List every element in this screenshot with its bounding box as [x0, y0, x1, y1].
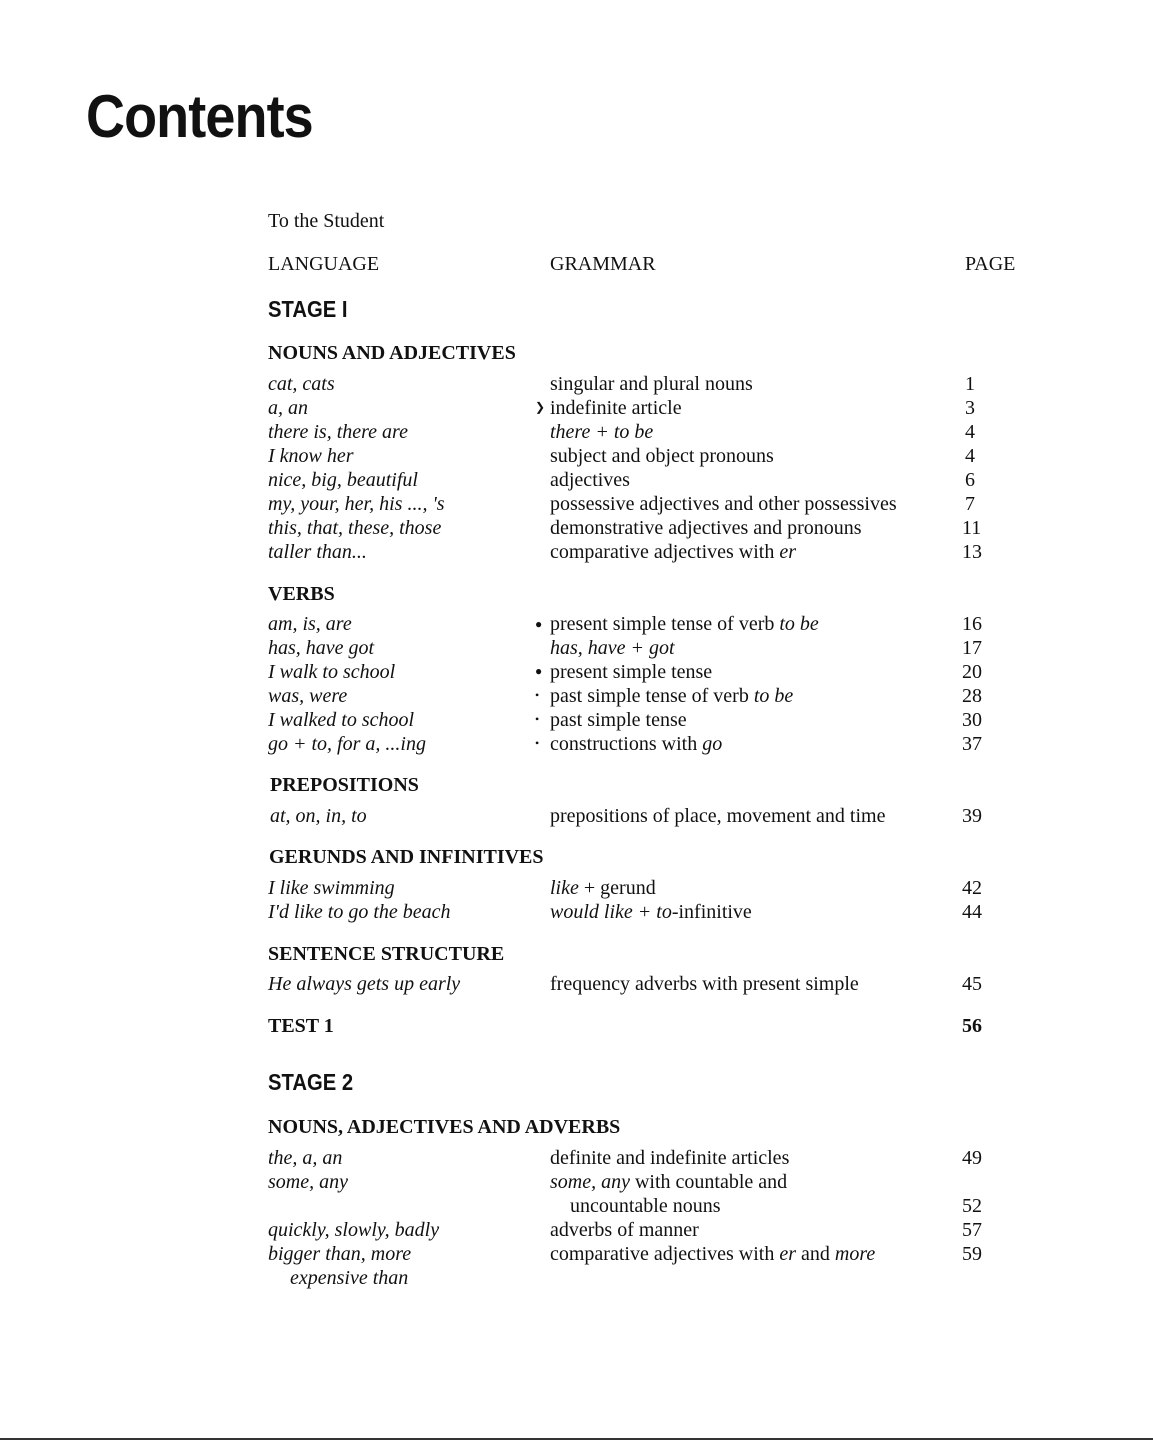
grammar-italic: er [779, 541, 797, 563]
row-grammar: demonstrative adjectives and pronouns [550, 517, 862, 539]
row-language: I'd like to go the beach [268, 901, 451, 923]
grammar-italic: to be [779, 613, 819, 635]
row-grammar [550, 1170, 787, 1194]
row-grammar: frequency adverbs with present simple [550, 973, 859, 995]
row-page: 57 [962, 1219, 982, 1241]
grammar-text: comparative adjectives with [550, 541, 775, 563]
row-page: 59 [962, 1243, 982, 1265]
row-page: 16 [962, 613, 982, 635]
row-page: 30 [962, 709, 982, 731]
pencil-mark-icon: ● [535, 617, 543, 631]
stage-2-heading: STAGE 2 [268, 1069, 354, 1095]
page-title: Contents [86, 83, 313, 150]
row-grammar [550, 612, 819, 636]
row-grammar: singular and plural nouns [550, 373, 753, 395]
row-grammar: past simple tense [550, 709, 687, 731]
row-language: He always gets up early [268, 973, 461, 995]
row-page: 37 [962, 733, 982, 755]
row-page: 44 [962, 901, 982, 923]
pencil-mark-icon: • [535, 736, 540, 750]
row-grammar [550, 1242, 875, 1266]
row-page: 17 [962, 637, 982, 659]
grammar-text: comparative adjectives with [550, 1243, 775, 1265]
header-page: PAGE [965, 253, 1016, 275]
grammar-text: with countable and [634, 1171, 788, 1193]
row-page: 28 [962, 685, 982, 707]
row-language: at, on, in, to [270, 805, 367, 827]
row-grammar [550, 684, 793, 708]
row-page: 4 [965, 421, 975, 443]
row-grammar-continued: uncountable nouns [570, 1195, 721, 1217]
row-language: I know her [268, 445, 354, 467]
row-page: 11 [962, 517, 982, 539]
row-language: quickly, slowly, badly [268, 1219, 440, 1241]
stage-1-heading: STAGE I [268, 296, 348, 322]
row-page: 6 [965, 469, 975, 491]
row-language-continued: expensive than [290, 1267, 409, 1289]
grammar-text: past simple tense of verb [550, 685, 749, 707]
row-language: cat, cats [268, 373, 335, 395]
row-grammar: has, have + got [550, 637, 675, 659]
row-language: the, a, an [268, 1147, 343, 1169]
intro-link: To the Student [268, 210, 385, 232]
section-heading: PREPOSITIONS [270, 774, 419, 796]
row-language: I like swimming [268, 877, 395, 899]
grammar-text: constructions with [550, 733, 698, 755]
grammar-italic: would like + to [550, 901, 672, 923]
row-language: my, your, her, his ..., 's [268, 493, 445, 515]
grammar-text: present simple tense of verb [550, 613, 775, 635]
section-heading: VERBS [268, 583, 335, 605]
section-heading: NOUNS AND ADJECTIVES [268, 342, 516, 364]
row-page: 4 [965, 445, 975, 467]
pencil-mark-icon: • [535, 688, 540, 702]
grammar-text: + gerund [583, 877, 656, 899]
row-grammar: present simple tense [550, 661, 713, 683]
row-grammar: adjectives [550, 469, 630, 491]
row-grammar: prepositions of place, movement and time [550, 805, 886, 827]
grammar-italic: go [702, 733, 723, 755]
row-language: I walked to school [268, 709, 415, 731]
section-heading: SENTENCE STRUCTURE [268, 943, 505, 965]
test-heading: TEST 1 [268, 1015, 334, 1037]
row-language: some, any [268, 1171, 348, 1193]
row-language: I walk to school [268, 661, 396, 683]
header-language: LANGUAGE [268, 253, 380, 275]
grammar-italic: some, any [550, 1171, 630, 1193]
row-grammar [550, 876, 656, 900]
row-page: 3 [965, 397, 975, 419]
row-language: this, that, these, those [268, 517, 442, 539]
pencil-mark-icon: ❯ [535, 400, 546, 414]
row-page: 13 [962, 541, 982, 563]
grammar-text: and [801, 1243, 830, 1265]
row-grammar: there + to be [550, 421, 654, 443]
row-grammar: subject and object pronouns [550, 445, 774, 467]
row-language: a, an [268, 397, 308, 419]
grammar-italic: er [779, 1243, 797, 1265]
row-language: has, have got [268, 637, 375, 659]
grammar-text: -infinitive [671, 901, 752, 923]
row-language: am, is, are [268, 613, 352, 635]
page-edge-rule [0, 1438, 1153, 1440]
row-grammar: definite and indefinite articles [550, 1147, 790, 1169]
row-page: 52 [962, 1195, 982, 1217]
row-language: go + to, for a, ...ing [268, 733, 426, 755]
row-page: 42 [962, 877, 982, 899]
section-heading: GERUNDS AND INFINITIVES [269, 846, 544, 868]
row-language: there is, there are [268, 421, 408, 443]
row-grammar [550, 900, 752, 924]
test-page: 56 [962, 1015, 982, 1037]
row-page: 49 [962, 1147, 982, 1169]
header-grammar: GRAMMAR [550, 253, 656, 275]
pencil-mark-icon: • [535, 712, 540, 726]
row-language: was, were [268, 685, 348, 707]
row-grammar: adverbs of manner [550, 1219, 699, 1241]
row-grammar: possessive adjectives and other possessives [550, 493, 897, 515]
row-page: 7 [965, 493, 975, 515]
grammar-italic: more [834, 1243, 876, 1265]
row-language: bigger than, more [268, 1243, 412, 1265]
row-language: taller than... [268, 541, 367, 563]
row-page: 1 [965, 373, 975, 395]
row-grammar [550, 540, 796, 564]
grammar-italic: to be [753, 685, 794, 707]
row-grammar [550, 732, 722, 756]
row-page: 39 [962, 805, 982, 827]
row-grammar: indefinite article [550, 397, 682, 419]
grammar-italic: like [550, 877, 579, 899]
pencil-mark-icon: ● [535, 664, 543, 678]
row-page: 20 [962, 661, 982, 683]
section-heading: NOUNS, ADJECTIVES AND ADVERBS [268, 1116, 621, 1138]
row-language: nice, big, beautiful [268, 469, 418, 491]
row-page: 45 [962, 973, 982, 995]
